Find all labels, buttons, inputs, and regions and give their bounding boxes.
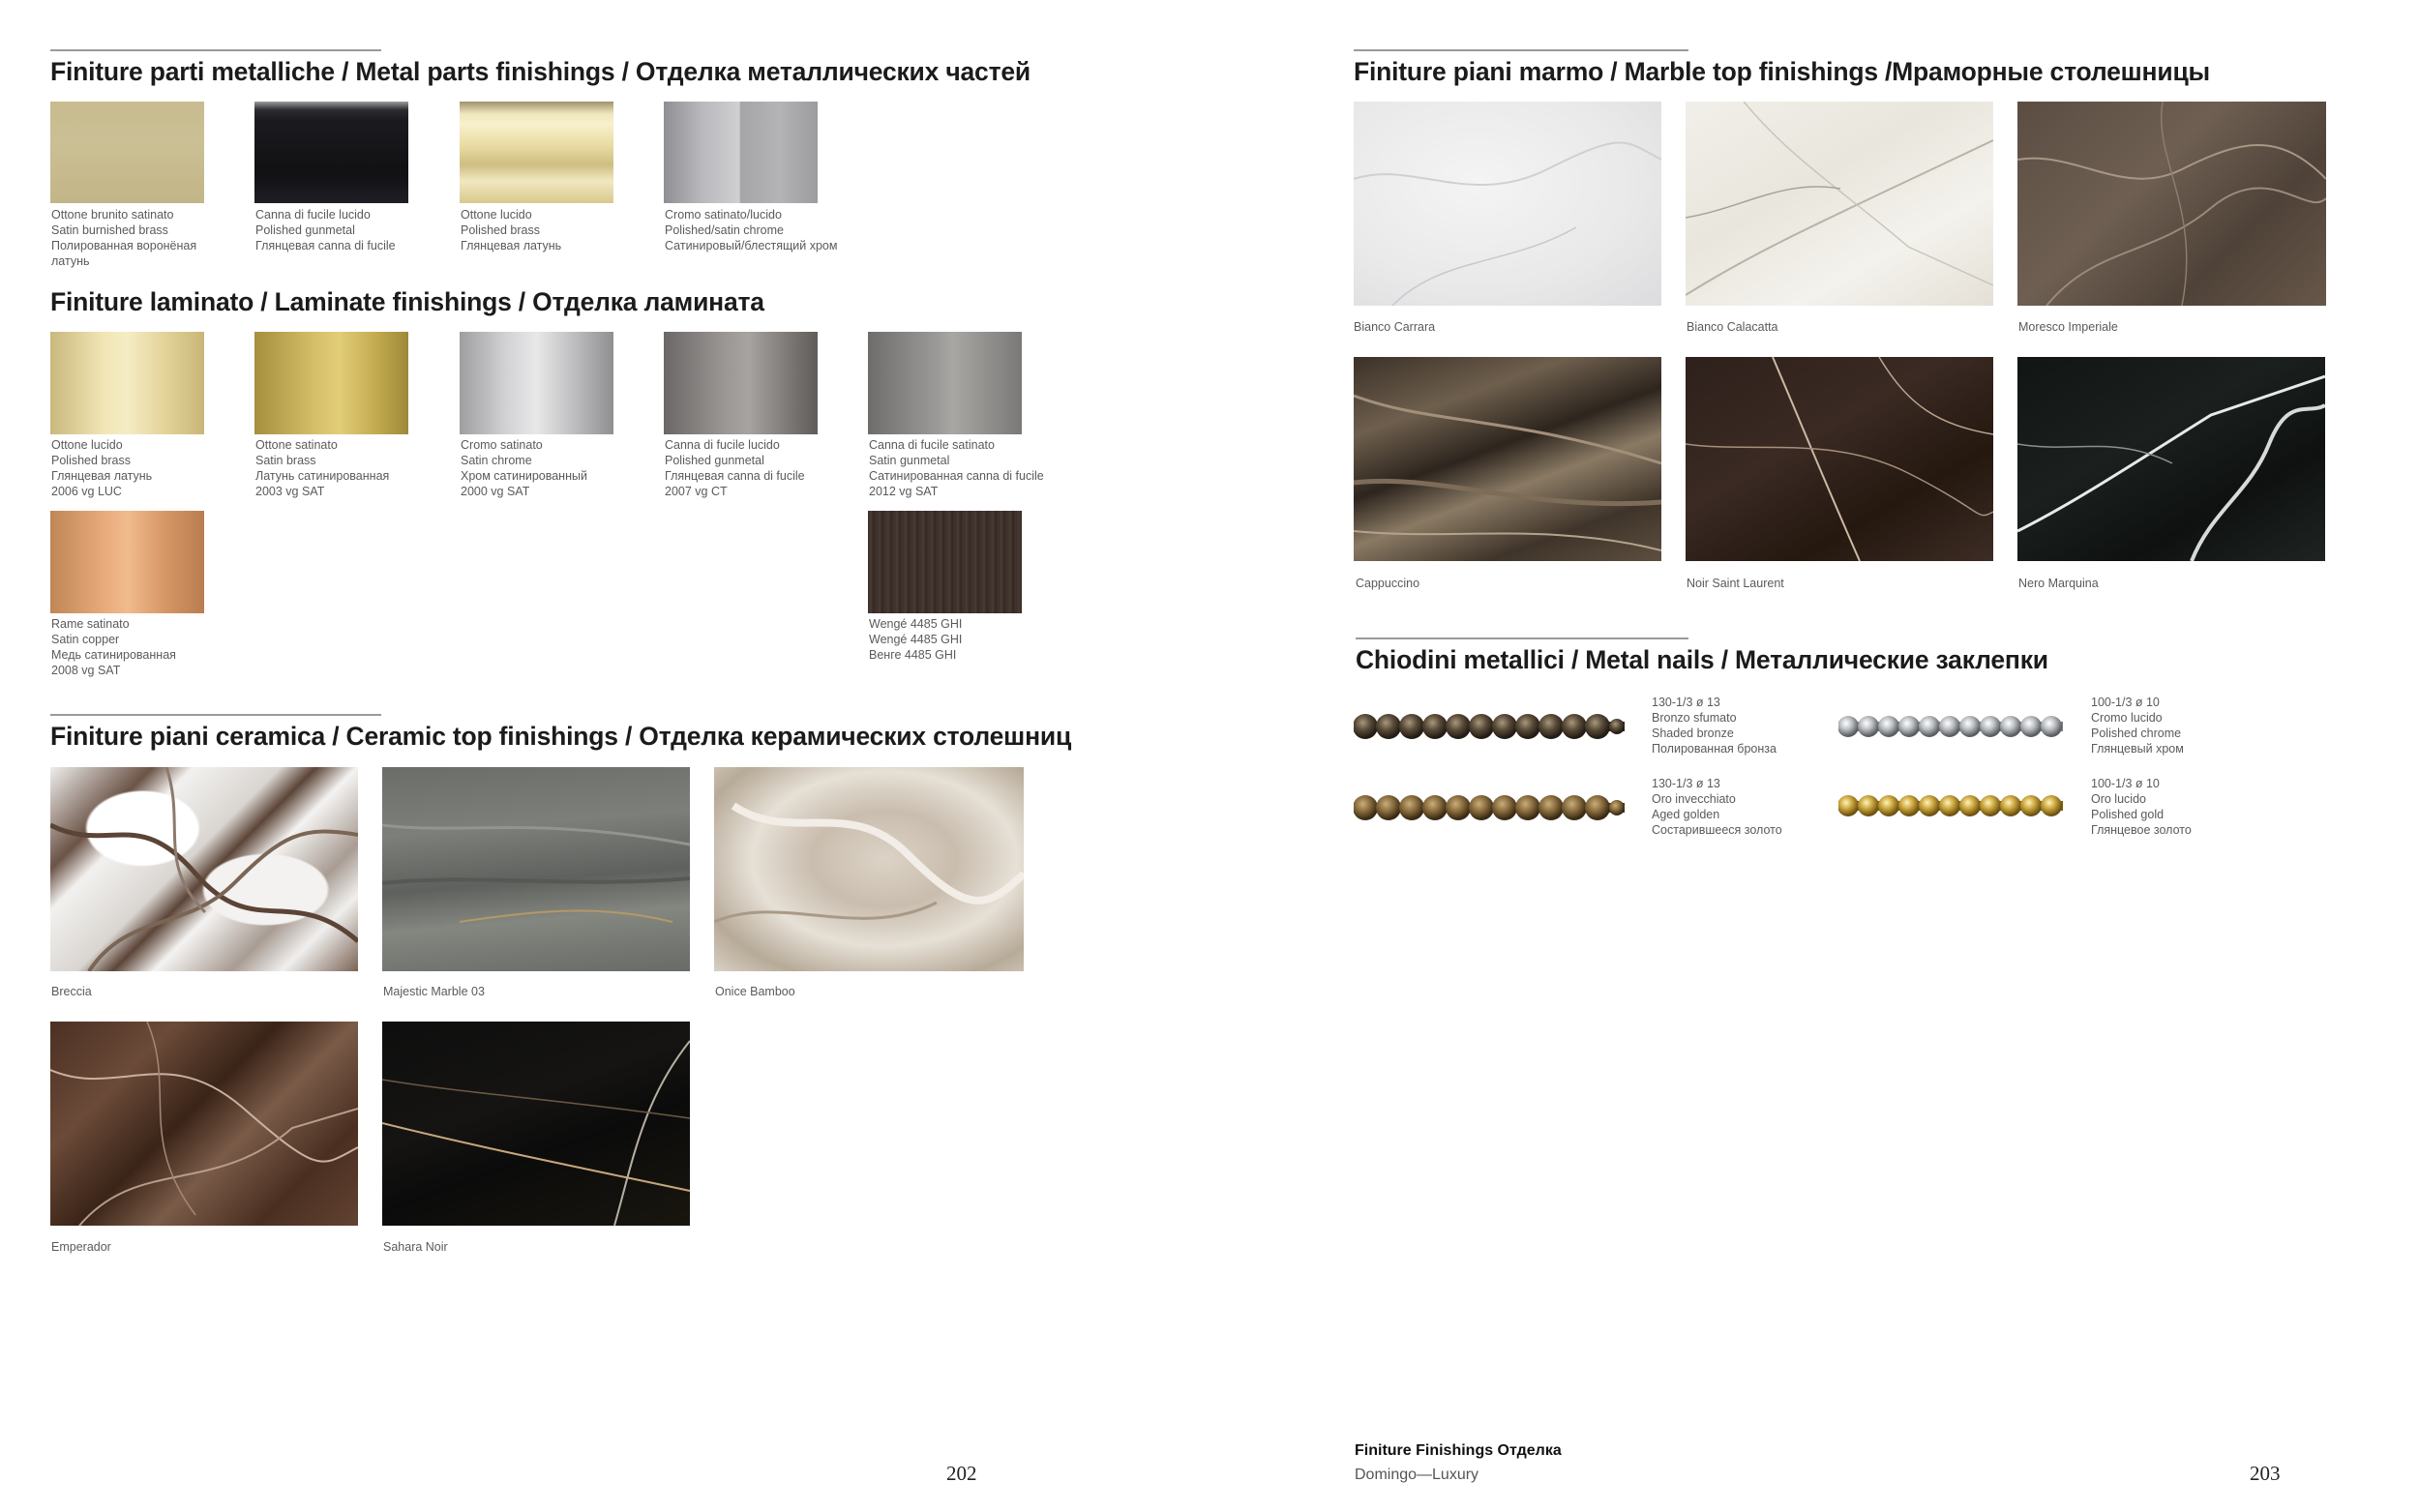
caption-ceramic-onice: Onice Bamboo <box>715 985 795 998</box>
nail-strip-aged-golden <box>1354 791 1625 824</box>
caption-marble-cappuccino: Cappuccino <box>1356 577 1420 590</box>
swatch-marble-bianco-calacatta <box>1686 102 1993 306</box>
swatch-satin-burnished-brass <box>50 102 204 203</box>
heading-metal-finishings: Finiture parti metalliche / Metal parts finishings / Отделка металлических частей <box>50 57 1031 86</box>
caption-nail-shaded-bronze: 130-1/3 ø 13 Bronzo sfumato Shaded bronze Полированная бронза <box>1652 696 1777 756</box>
swatch-laminate-wenge <box>868 511 1022 613</box>
swatch-laminate-satin-chrome <box>460 332 613 434</box>
section-rule-ceramic <box>50 714 381 716</box>
nail-strip-polished-gold <box>1838 790 2063 821</box>
swatch-ceramic-sahara-noir <box>382 1022 690 1226</box>
caption-laminate-6: Rame satinato Satin copper Медь сатинированная 2008 vg SAT <box>51 617 176 677</box>
swatch-laminate-polished-brass <box>50 332 204 434</box>
caption-nail-aged-golden: 130-1/3 ø 13 Oro invecchiato Aged golden Состарившееся золото <box>1652 777 1782 837</box>
caption-laminate-7: Wengé 4485 GHI Wengé 4485 GHI Венге 4485 GHI <box>869 617 963 662</box>
swatch-laminate-satin-copper <box>50 511 204 613</box>
swatch-polished-satin-chrome <box>664 102 818 203</box>
swatch-laminate-satin-brass <box>254 332 408 434</box>
swatch-marble-noir-saint-laurent <box>1686 357 1993 561</box>
caption-nail-polished-chrome: 100-1/3 ø 10 Cromo lucido Polished chrome Глянцевый хром <box>2091 696 2184 756</box>
caption-ceramic-emperador: Emperador <box>51 1240 111 1254</box>
swatch-marble-cappuccino <box>1354 357 1661 561</box>
caption-ceramic-breccia: Breccia <box>51 985 92 998</box>
nail-strip-shaded-bronze <box>1354 710 1625 743</box>
swatch-marble-nero-marquina <box>2017 357 2325 561</box>
heading-ceramic-finishings: Finiture piani ceramica / Ceramic top finishings / Отделка керамических столешниц <box>50 722 1072 751</box>
caption-laminate-2: Ottone satinato Satin brass Латунь сатинированная 2003 vg SAT <box>255 438 390 498</box>
swatch-laminate-polished-gunmetal <box>664 332 818 434</box>
caption-marble-marquina: Nero Marquina <box>2018 577 2099 590</box>
caption-laminate-3: Cromo satinato Satin chrome Хром сатинированный 2000 vg SAT <box>461 438 587 498</box>
caption-metal-3: Ottone lucido Polished brass Глянцевая латунь <box>461 208 562 252</box>
section-rule-nails <box>1356 637 1688 639</box>
swatch-ceramic-onice-bamboo <box>714 767 1024 971</box>
caption-marble-moresco: Moresco Imperiale <box>2018 320 2118 334</box>
caption-laminate-5: Canna di fucile satinato Satin gunmetal Сатинированная canna di fucile 2012 vg SAT <box>869 438 1044 498</box>
section-rule-metal <box>50 49 381 51</box>
swatch-marble-bianco-carrara <box>1354 102 1661 306</box>
heading-marble-finishings: Finiture piani marmo / Marble top finishings /Мраморные столешницы <box>1354 57 2210 86</box>
footer-collection-name: Domingo—Luxury <box>1355 1467 1479 1483</box>
caption-marble-calacatta: Bianco Calacatta <box>1687 320 1778 334</box>
caption-metal-2: Canna di fucile lucido Polished gunmetal Глянцевая canna di fucile <box>255 208 396 252</box>
caption-marble-carrara: Bianco Carrara <box>1354 320 1436 334</box>
caption-ceramic-sahara: Sahara Noir <box>383 1240 448 1254</box>
nail-strip-polished-chrome <box>1838 711 2063 742</box>
swatch-ceramic-majestic-marble <box>382 767 690 971</box>
caption-ceramic-majestic: Majestic Marble 03 <box>383 985 485 998</box>
heading-metal-nails: Chiodini metallici / Metal nails / Металлические заклепки <box>1356 645 2048 674</box>
caption-metal-1: Ottone brunito satinato Satin burnished brass Полированная воронёная латунь <box>51 208 197 268</box>
section-rule-marble <box>1354 49 1688 51</box>
swatch-laminate-satin-gunmetal <box>868 332 1022 434</box>
footer-section-title: Finiture Finishings Отделка <box>1355 1442 1562 1459</box>
swatch-polished-gunmetal <box>254 102 408 203</box>
swatch-ceramic-emperador <box>50 1022 358 1226</box>
swatch-marble-moresco-imperiale <box>2017 102 2326 306</box>
caption-marble-noir: Noir Saint Laurent <box>1687 577 1784 590</box>
caption-laminate-4: Canna di fucile lucido Polished gunmetal Глянцевая canna di fucile 2007 vg CT <box>665 438 805 498</box>
heading-laminate-finishings: Finiture laminato / Laminate finishings / Отделка ламината <box>50 287 764 316</box>
caption-metal-4: Cromo satinato/lucido Polished/satin chrome Сатинировый/блестящий хром <box>665 208 838 252</box>
page-number-left: 202 <box>946 1462 977 1485</box>
page-number-right: 203 <box>2250 1462 2281 1485</box>
swatch-ceramic-breccia <box>50 767 358 971</box>
caption-laminate-1: Ottone lucido Polished brass Глянцевая латунь 2006 vg LUC <box>51 438 153 498</box>
swatch-polished-brass <box>460 102 613 203</box>
caption-nail-polished-gold: 100-1/3 ø 10 Oro lucido Polished gold Глянцевое золото <box>2091 777 2192 837</box>
